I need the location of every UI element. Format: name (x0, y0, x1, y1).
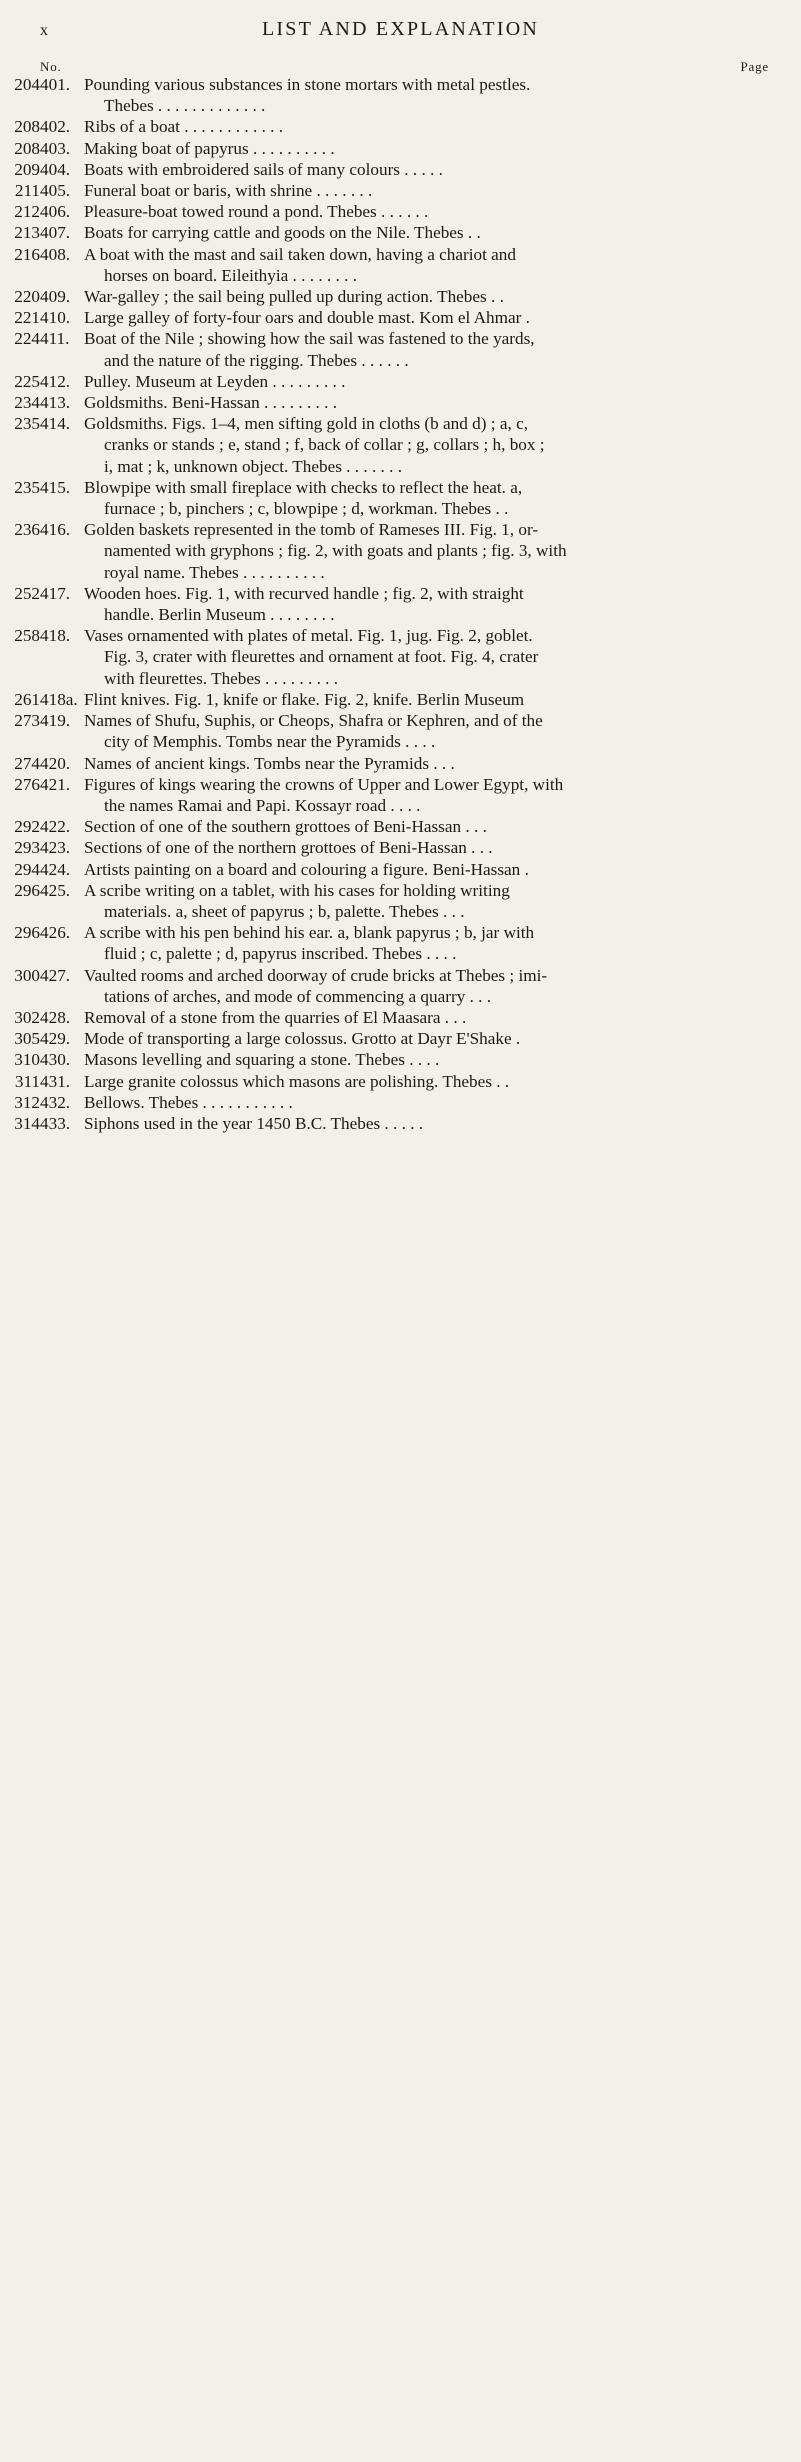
entry-line: the names Ramai and Papi. Kossayr road . . . . (104, 795, 421, 815)
entry-line: namented with gryphons ; fig. 2, with goats and plants ; fig. 3, with (104, 541, 567, 561)
list-entry (0, 413, 801, 477)
list-entry (0, 116, 801, 137)
entry-page-number: 311 (14, 1071, 40, 1091)
list-entry (0, 816, 801, 837)
entry-number: 425. (40, 880, 71, 900)
list-entry (0, 1028, 801, 1049)
list-entry (0, 753, 801, 774)
entry-description (84, 1092, 714, 1113)
entry-description (84, 1049, 714, 1070)
entry-page-number: 292 (14, 817, 40, 837)
entry-description (84, 710, 714, 752)
entry-line: royal name. Thebes . . . . . . . . . . (104, 562, 325, 582)
entry-number: 428. (40, 1007, 71, 1027)
entry-line: Removal of a stone from the quarries of El Maasara . . . (84, 1007, 467, 1027)
entry-line: Goldsmiths. Beni-Hassan . . . . . . . . . (84, 393, 338, 413)
entry-page-number: 252 (14, 583, 40, 603)
entry-line: Thebes . . . . . . . . . . . . . (104, 96, 266, 116)
entry-description (84, 286, 714, 307)
entry-line: Boat of the Nile ; showing how the sail was fastened to the yards, (84, 329, 535, 349)
entry-number: 426. (40, 923, 71, 943)
entry-page-number: 293 (14, 838, 40, 858)
list-entry (0, 1049, 801, 1070)
list-entry (0, 774, 801, 816)
entry-line: tations of arches, and mode of commencing a quarry . . . (104, 986, 492, 1006)
entry-page-number: 274 (14, 753, 40, 773)
entry-number: 407. (40, 223, 71, 243)
entry-line: furnace ; b, pinchers ; c, blowpipe ; d, workman. Thebes . . (104, 499, 509, 519)
entry-line: Ribs of a boat . . . . . . . . . . . . (84, 117, 284, 137)
entry-line: Sections of one of the northern grottoes of Beni-Hassan . . . (84, 838, 493, 858)
entry-page-number: 235 (14, 414, 40, 434)
entry-line: A scribe with his pen behind his ear. a, blank papyrus ; b, jar with (84, 923, 535, 943)
entry-page-number: 220 (14, 287, 40, 307)
entry-line: Vaulted rooms and arched doorway of crude bricks at Thebes ; imi- (84, 965, 548, 985)
entry-page-number: 236 (14, 520, 40, 540)
entry-page-number: 312 (14, 1092, 40, 1112)
entry-description (84, 413, 714, 477)
entry-description (84, 816, 714, 837)
entry-number: 432. (40, 1092, 71, 1112)
illustration-list (0, 74, 801, 1134)
entry-number: 414. (40, 414, 71, 434)
entry-page-number: 211 (14, 181, 40, 201)
entry-page-number: 296 (14, 880, 40, 900)
running-title: LIST AND EXPLANATION (262, 18, 539, 40)
entry-number: 418a. (40, 689, 78, 709)
entry-description (84, 116, 714, 137)
entry-line: i, mat ; k, unknown object. Thebes . . . . . . . (104, 456, 403, 476)
list-entry (0, 371, 801, 392)
entry-description (84, 138, 714, 159)
entry-description (84, 519, 714, 583)
entry-number: 420. (40, 753, 71, 773)
entry-line: A boat with the mast and sail taken down, having a chariot and (84, 244, 516, 264)
entry-line: materials. a, sheet of papyrus ; b, palette. Thebes . . . (104, 901, 465, 921)
entry-number: 421. (40, 774, 71, 794)
entry-line: Goldsmiths. Figs. 1–4, men sifting gold in cloths (b and d) ; a, c, (84, 414, 528, 434)
list-entry (0, 328, 801, 370)
entry-number: 410. (40, 308, 71, 328)
entry-description (84, 583, 714, 625)
entry-line: Names of Shufu, Suphis, or Cheops, Shafra or Kephren, and of the (84, 711, 543, 731)
entry-line: Siphons used in the year 1450 B.C. Thebes . . . . . (84, 1113, 424, 1133)
entry-number: 403. (40, 138, 71, 158)
entry-line: War-galley ; the sail being pulled up during action. Thebes . . (84, 287, 504, 307)
entry-line: Pleasure-boat towed round a pond. Thebes . . . . . . (84, 202, 429, 222)
entry-line: fluid ; c, palette ; d, papyrus inscribed. Thebes . . . . (104, 944, 457, 964)
entry-line: Wooden hoes. Fig. 1, with recurved handle ; fig. 2, with straight (84, 583, 524, 603)
entry-page-number: 225 (14, 371, 40, 391)
list-entry (0, 74, 801, 116)
entry-description (84, 965, 714, 1007)
entry-page-number: 302 (14, 1007, 40, 1027)
entry-description (84, 222, 714, 243)
entry-description (84, 244, 714, 286)
entry-number: 423. (40, 838, 71, 858)
entry-page-number: 294 (14, 859, 40, 879)
entry-line: horses on board. Eileithyia . . . . . . . . (104, 265, 357, 285)
list-entry (0, 307, 801, 328)
entry-description (84, 201, 714, 222)
entry-description (84, 1113, 714, 1134)
entry-page-number: 213 (14, 223, 40, 243)
entry-number: 427. (40, 965, 71, 985)
entry-page-number: 212 (14, 202, 40, 222)
entry-description (84, 477, 714, 519)
entry-line: Mode of transporting a large colossus. Grotto at Dayr E'Shake . (84, 1029, 521, 1049)
entry-description (84, 922, 714, 964)
list-entry (0, 859, 801, 880)
list-entry (0, 1007, 801, 1028)
entry-description (84, 328, 714, 370)
entry-number: 418. (40, 626, 71, 646)
entry-line: Names of ancient kings. Tombs near the Pyramids . . . (84, 753, 455, 773)
entry-description (84, 1007, 714, 1028)
entry-line: Pulley. Museum at Leyden . . . . . . . . . (84, 371, 346, 391)
entry-description (84, 74, 714, 116)
entry-page-number: 314 (14, 1113, 40, 1133)
entry-description (84, 159, 714, 180)
entry-page-number: 208 (14, 138, 40, 158)
entry-line: Boats for carrying cattle and goods on the Nile. Thebes . . (84, 223, 481, 243)
entry-page-number: 234 (14, 393, 40, 413)
list-entry (0, 1113, 801, 1134)
entry-number: 424. (40, 859, 71, 879)
entry-line: cranks or stands ; e, stand ; f, back of collar ; g, collars ; h, box ; (104, 435, 545, 455)
entry-line: Figures of kings wearing the crowns of Upper and Lower Egypt, with (84, 774, 564, 794)
entry-line: Bellows. Thebes . . . . . . . . . . . (84, 1092, 293, 1112)
entry-description (84, 689, 714, 710)
entry-line: Section of one of the southern grottoes of Beni-Hassan . . . (84, 817, 487, 837)
entry-number: 405. (40, 181, 71, 201)
entry-line: Pounding various substances in stone mortars with metal pestles. (84, 75, 531, 94)
entry-line: and the nature of the rigging. Thebes . . . . . . (104, 350, 409, 370)
entry-description (84, 392, 714, 413)
entry-page-number: 208 (14, 117, 40, 137)
entry-line: A scribe writing on a tablet, with his cases for holding writing (84, 880, 510, 900)
entry-line: Vases ornamented with plates of metal. Fig. 1, jug. Fig. 2, goblet. (84, 626, 533, 646)
list-entry (0, 965, 801, 1007)
list-entry (0, 180, 801, 201)
entry-page-number: 221 (14, 308, 40, 328)
entry-line: Golden baskets represented in the tomb of Rameses III. Fig. 1, or- (84, 520, 539, 540)
list-entry (0, 837, 801, 858)
entry-description (84, 1071, 714, 1092)
entry-line: Funeral boat or baris, with shrine . . . . . . . (84, 181, 373, 201)
entry-line: Fig. 3, crater with fleurettes and ornament at foot. Fig. 4, crater (104, 647, 539, 667)
list-entry (0, 392, 801, 413)
list-entry (0, 583, 801, 625)
entry-line: Artists painting on a board and colouring a figure. Beni-Hassan . (84, 859, 529, 879)
entry-page-number: 258 (14, 626, 40, 646)
entry-number: 411. (40, 329, 70, 349)
page-header (0, 16, 801, 46)
entry-number: 402. (40, 117, 71, 137)
entry-number: 416. (40, 520, 71, 540)
entry-description (84, 1028, 714, 1049)
entry-page-number: 224 (14, 329, 40, 349)
list-entry (0, 689, 801, 710)
entry-number: 422. (40, 817, 71, 837)
list-entry (0, 710, 801, 752)
entry-description (84, 880, 714, 922)
folio-number: x (40, 22, 49, 39)
list-entry (0, 222, 801, 243)
entry-description (84, 753, 714, 774)
entry-page-number: 204 (14, 75, 40, 94)
entry-number: 430. (40, 1050, 71, 1070)
entry-number: 404. (40, 159, 71, 179)
entry-description (84, 625, 714, 689)
list-entry (0, 138, 801, 159)
list-entry (0, 159, 801, 180)
entry-line: Blowpipe with small fireplace with checks to reflect the heat. a, (84, 477, 523, 497)
entry-description (84, 180, 714, 201)
entry-description (84, 837, 714, 858)
entry-page-number: 296 (14, 923, 40, 943)
entry-number: 408. (40, 244, 71, 264)
entry-line: Masons levelling and squaring a stone. Thebes . . . . (84, 1050, 440, 1070)
list-entry (0, 201, 801, 222)
entry-description (84, 859, 714, 880)
entry-line: Large granite colossus which masons are polishing. Thebes . . (84, 1071, 510, 1091)
entry-line: Large galley of forty-four oars and double mast. Kom el Ahmar . (84, 308, 530, 328)
entry-number: 415. (40, 477, 71, 497)
entry-description (84, 774, 714, 816)
entry-number: 412. (40, 371, 71, 391)
entry-line: Boats with embroidered sails of many colours . . . . . (84, 159, 443, 179)
page-column-heading: Page (740, 59, 769, 74)
list-entry (0, 922, 801, 964)
entry-number: 409. (40, 287, 71, 307)
list-entry (0, 1071, 801, 1092)
entry-line: city of Memphis. Tombs near the Pyramids . . . . (104, 732, 436, 752)
entry-number: 431. (40, 1071, 71, 1091)
entry-description (84, 307, 714, 328)
entry-number: 419. (40, 711, 71, 731)
entry-number: 417. (40, 583, 71, 603)
entry-number: 406. (40, 202, 71, 222)
entry-page-number: 209 (14, 159, 40, 179)
entry-line: Flint knives. Fig. 1, knife or flake. Fig. 2, knife. Berlin Museum (84, 689, 525, 709)
entry-page-number: 216 (14, 244, 40, 264)
list-entry (0, 519, 801, 583)
entry-page-number: 235 (14, 477, 40, 497)
entry-number: 433. (40, 1113, 71, 1133)
number-column-heading: No. (40, 59, 62, 74)
entry-page-number: 276 (14, 774, 40, 794)
entry-line: with fleurettes. Thebes . . . . . . . . . (104, 668, 339, 688)
list-entry (0, 477, 801, 519)
list-entry (0, 1092, 801, 1113)
entry-page-number: 300 (14, 965, 40, 985)
list-entry (0, 625, 801, 689)
list-entry (0, 880, 801, 922)
entry-line: handle. Berlin Museum . . . . . . . . (104, 605, 335, 625)
entry-page-number: 273 (14, 711, 40, 731)
entry-line: Making boat of papyrus . . . . . . . . . . (84, 138, 335, 158)
entry-description (84, 371, 714, 392)
entry-number: 429. (40, 1029, 71, 1049)
entry-page-number: 305 (14, 1029, 40, 1049)
entry-page-number: 310 (14, 1050, 40, 1070)
entry-page-number: 261 (14, 689, 40, 709)
entry-number: 413. (40, 393, 71, 413)
entry-number: 401. (40, 75, 71, 94)
list-entry (0, 286, 801, 307)
list-entry (0, 244, 801, 286)
